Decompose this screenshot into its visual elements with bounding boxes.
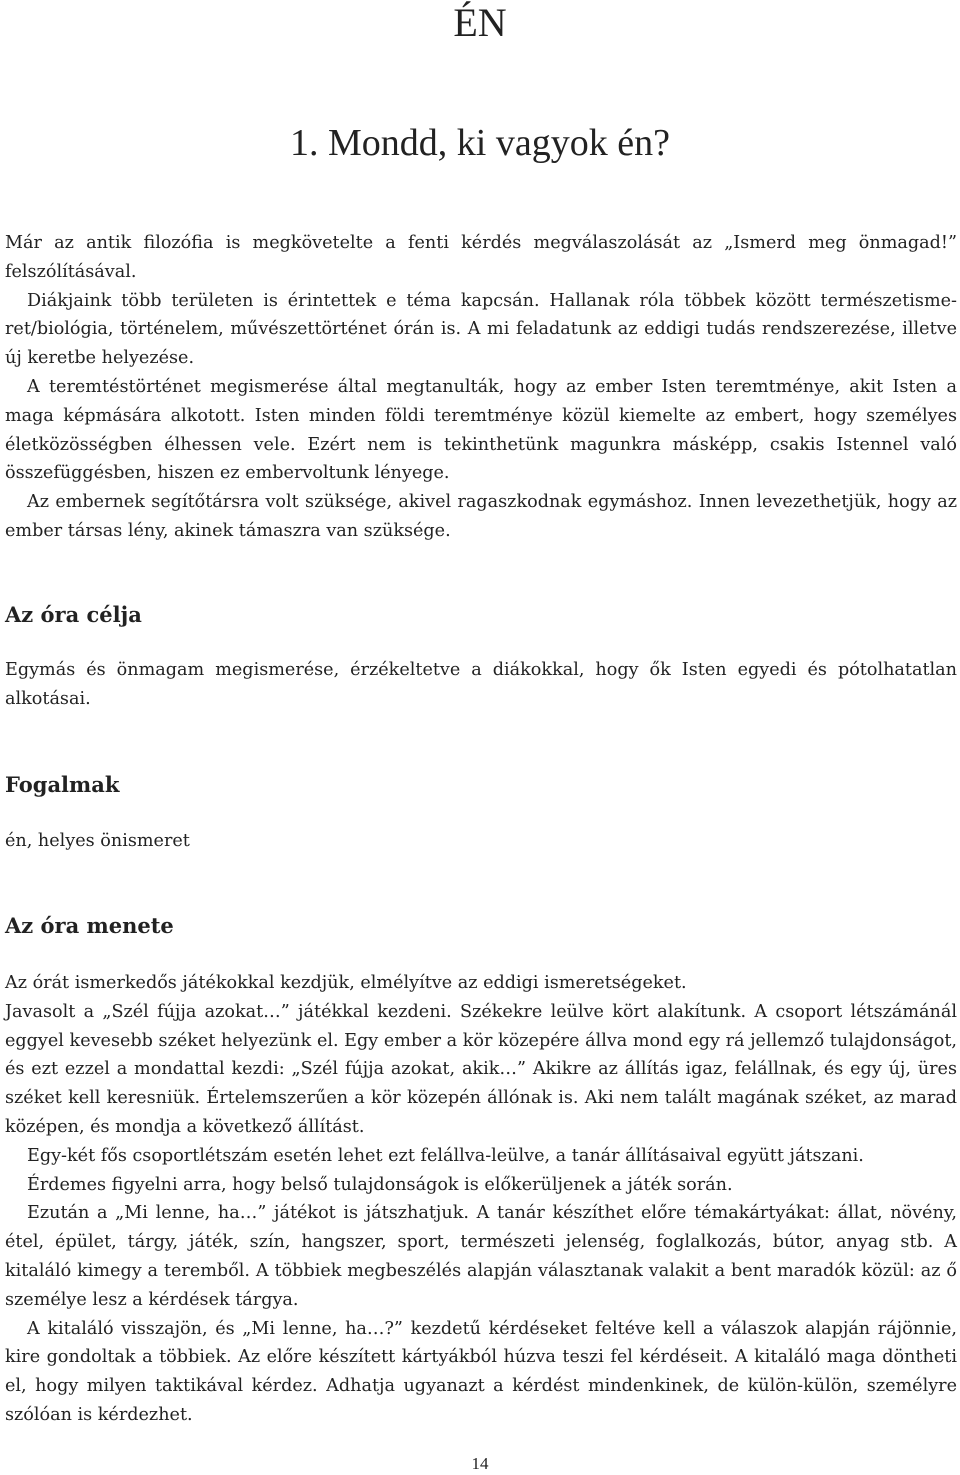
concepts-heading: Fogalmak [5, 772, 120, 797]
concepts-section [5, 827, 957, 856]
process-heading: Az óra menete [5, 913, 174, 938]
process-paragraph: Javasolt a „Szél fújja azokat…” játékkal kezdeni. Székekre leülve kört alakítunk. A csoport létszámánál eggyel kevesebb széket helyezünk el. Egy ember a kör közepére állva mond egy rá jellemző tulajdonságot, és ezt ezzel a mondattal kezdi: „Szél fújja azokat, akik…” Akikre az állítás igaz, felállnak, és egy új, üres széket kell keresniük. Értelemszerűen a kör közepén állónak is. Aki nem talált magának széket, az marad középen, és mondja a következő állítást. [5, 1001, 957, 1137]
goal-heading: Az óra célja [5, 602, 142, 627]
lesson-title: 1. Mondd, ki vagyok én? [290, 122, 670, 164]
concepts-text: én, helyes önismeret [5, 831, 190, 851]
process-section [5, 969, 957, 1430]
process-paragraph: Ezután a „Mi lenne, ha…” játékot is játszhatjuk. A tanár készíthet előre témakártyákat: állat, növény, étel, épület, tárgy, játék, szín, hangszer, sport, természeti jelenség, foglalkozás, bútor, anyag stb. A kitaláló kimegy a teremből. A többiek megbeszélés alapján választanak valakit a bent maradók közül: az ő személye lesz a kérdések tárgya. [5, 1203, 957, 1310]
process-paragraph: A kitaláló visszajön, és „Mi lenne, ha…?” kezdetű kérdéseket feltéve kell a válaszok alapján rájönnie, kire gondoltak a többiek. Az előre készített kártyákból húzva teszi fel kérdéseit. A kitaláló maga döntheti el, hogy milyen taktikával kérdez. Adhatja ugyanazt a kérdést mindenkinek, de külön-külön, személyre szólóan is kérdezhet. [5, 1318, 957, 1425]
goal-text: Egymás és önmagam megismerése, érzékeltetve a diákokkal, hogy ők Isten egyedi és pótolhatatlan alkotásai. [5, 660, 957, 709]
intro-paragraph: Az embernek segítőtársra volt szüksége, akivel ragaszkodnak egymáshoz. Innen levezethetjük, hogy az ember társas lény, akinek támaszra van szüksége. [5, 492, 957, 541]
process-paragraph: Egy-két fős csoportlétszám esetén lehet ezt felállva-leülve, a tanár állításaival együtt játszani. [27, 1145, 864, 1166]
process-paragraph: Érdemes figyelni arra, hogy belső tulajdonságok is előkerüljenek a játék során. [27, 1174, 733, 1195]
intro-section [5, 229, 957, 546]
intro-paragraph: Diákjaink több területen is érintettek e téma kapcsán. Hallanak róla többek között természetismeret/biológia, történelem, művészettörténet órán is. A mi feladatunk az eddigi tudás rendszerezése, illetve új keretbe helyezése. [5, 290, 957, 369]
goal-section [5, 656, 957, 714]
chapter-title: ÉN [453, 0, 507, 45]
page-number: 14 [471, 1454, 489, 1473]
intro-paragraph: A teremtéstörténet megismerése által megtanulták, hogy az ember Isten teremtménye, akit Isten a maga képmására alkotott. Isten minden földi teremtménye közül kiemelte az embert, hogy személyes életközösségben élhessen vele. Ezért nem is tekinthetünk magunkra másképp, csakis Istennel való összefüggésben, hiszen ez embervoltunk lényege. [5, 376, 957, 484]
intro-paragraph: Már az antik filozófia is megkövetelte a fenti kérdés megválaszolását az „Ismerd meg önmagad!” felszólításával. [5, 233, 957, 282]
process-paragraph: Az órát ismerkedős játékokkal kezdjük, elmélyítve az eddigi ismeretségeket. [5, 973, 687, 993]
